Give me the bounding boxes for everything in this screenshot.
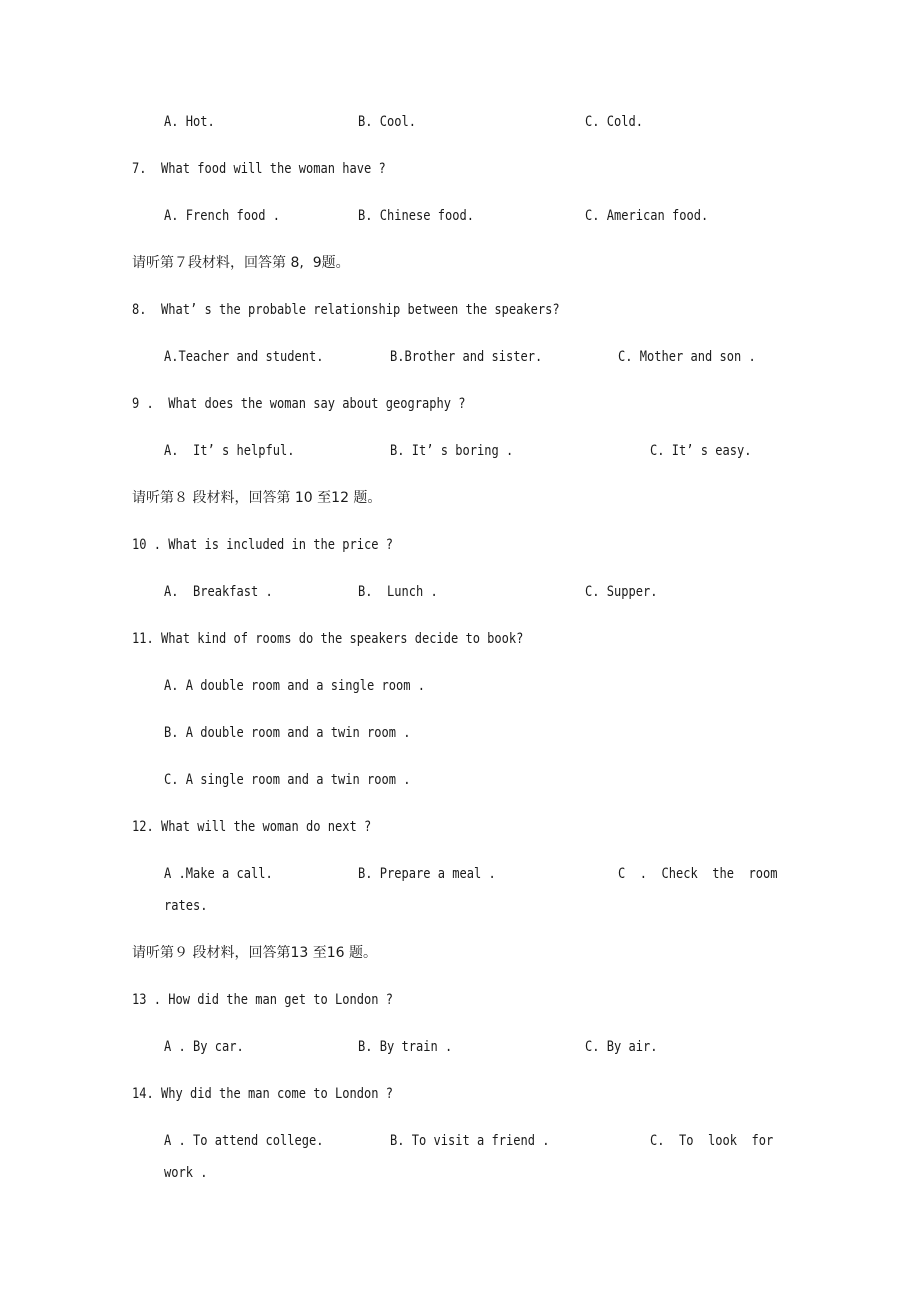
option-a: A. A double room and a single room .: [164, 678, 425, 694]
option-c: C. A single room and a twin room .: [164, 772, 411, 788]
question-stem: 11. What kind of rooms do the speakers decide to book?: [132, 631, 524, 647]
option-c: C. By air.: [585, 1039, 658, 1055]
option-c-continuation: work .: [164, 1165, 208, 1181]
section-instruction-8: 请听第８ 段材料，回答第 10 至12 题。: [132, 490, 382, 506]
option-a: A. French food .: [164, 208, 280, 224]
option-b: B. Lunch .: [358, 584, 438, 600]
option-c: C. It’ s easy.: [650, 443, 752, 459]
question-stem: 9 . What does the woman say about geography ?: [132, 396, 466, 412]
option-b: B. A double room and a twin room .: [164, 725, 411, 741]
section-instruction-7: 请听第７段材料，回答第 8, 9题。: [132, 255, 350, 271]
option-a: A . To attend college.: [164, 1133, 324, 1149]
option-c: C. American food.: [585, 208, 709, 224]
option-a: A . By car.: [164, 1039, 244, 1055]
option-b: B. By train .: [358, 1039, 453, 1055]
option-b: B. To visit a friend .: [390, 1133, 550, 1149]
question-stem: 13 . How did the man get to London ?: [132, 992, 393, 1008]
option-b: B. Prepare a meal .: [358, 866, 496, 882]
option-b: B.Brother and sister.: [390, 349, 543, 365]
question-stem: 12. What will the woman do next ?: [132, 819, 372, 835]
question-stem: 14. Why did the man come to London ?: [132, 1086, 393, 1102]
option-b: B. It’ s boring .: [390, 443, 514, 459]
option-a: A .Make a call.: [164, 866, 273, 882]
option-c: C. To look for: [650, 1133, 774, 1149]
option-c: C. Supper.: [585, 584, 658, 600]
option-a: A. It’ s helpful.: [164, 443, 295, 459]
option-c-continuation: rates.: [164, 898, 208, 914]
option-b: B. Chinese food.: [358, 208, 474, 224]
question-stem: 10 . What is included in the price ?: [132, 537, 393, 553]
question-stem: 7. What food will the woman have ?: [132, 161, 386, 177]
option-c: C. Mother and son .: [618, 349, 756, 365]
section-instruction-9: 请听第９ 段材料，回答第13 至16 题。: [132, 945, 377, 961]
option-a: A. Hot.: [164, 114, 215, 130]
option-a: A. Breakfast .: [164, 584, 273, 600]
option-c: C. Cold.: [585, 114, 643, 130]
question-stem: 8. What’ s the probable relationship between the speakers?: [132, 302, 560, 318]
option-b: B. Cool.: [358, 114, 416, 130]
option-a: A.Teacher and student.: [164, 349, 324, 365]
option-c: C . Check the room: [618, 866, 778, 882]
